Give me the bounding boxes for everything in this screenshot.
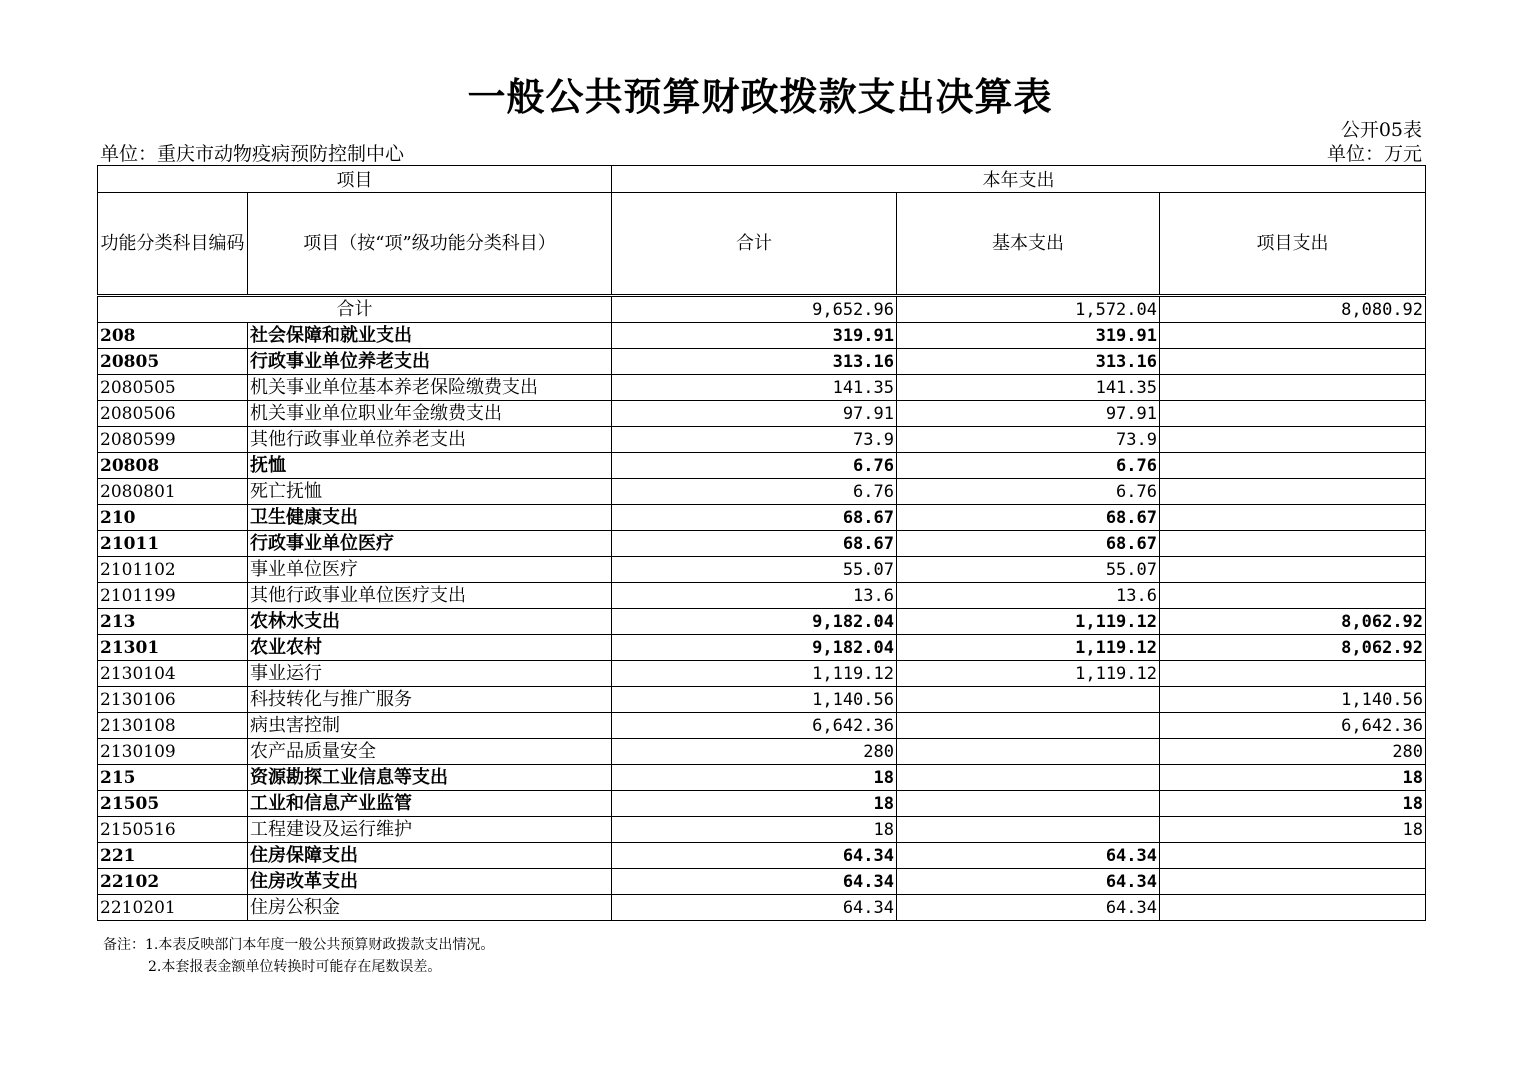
row-basic: 55.07: [897, 557, 1160, 583]
row-name: 住房改革支出: [248, 869, 612, 895]
table-row: [98, 427, 1426, 453]
row-total: 18: [612, 791, 897, 817]
row-project: 6,642.36: [1160, 713, 1426, 739]
row-basic: 64.34: [897, 843, 1160, 869]
row-project: [1160, 531, 1426, 557]
row-basic: 68.67: [897, 505, 1160, 531]
table-row: [98, 791, 1426, 817]
row-project: 1,140.56: [1160, 687, 1426, 713]
row-code: 2130104: [98, 661, 248, 687]
row-total: 97.91: [612, 401, 897, 427]
table-row: [98, 349, 1426, 375]
header-basic: 基本支出: [897, 193, 1160, 295]
row-basic: 13.6: [897, 583, 1160, 609]
row-name: 行政事业单位养老支出: [248, 349, 612, 375]
row-total: 64.34: [612, 843, 897, 869]
row-project: [1160, 505, 1426, 531]
row-total: 313.16: [612, 349, 897, 375]
table-row: [98, 401, 1426, 427]
row-name: 农业农村: [248, 635, 612, 661]
header-project: 项目支出: [1160, 193, 1426, 295]
row-project: [1160, 557, 1426, 583]
page-title: 一般公共预算财政拨款支出决算表: [467, 74, 1053, 119]
row-total: 141.35: [612, 375, 897, 401]
table-row: [98, 583, 1426, 609]
row-project: [1160, 453, 1426, 479]
table-row: [98, 739, 1426, 765]
table-row: [98, 817, 1426, 843]
row-project: [1160, 427, 1426, 453]
row-project: [1160, 349, 1426, 375]
form-number: 公开05表: [1340, 119, 1422, 141]
row-total: 9,182.04: [612, 609, 897, 635]
row-project: [1160, 479, 1426, 505]
table-row: [98, 531, 1426, 557]
header-item: 项目: [98, 166, 612, 193]
header-current-year: 本年支出: [612, 166, 1426, 193]
total-label: 合计: [98, 297, 612, 323]
row-name: 机关事业单位基本养老保险缴费支出: [248, 375, 612, 401]
note-line-1: 备注：1.本表反映部门本年度一般公共预算财政拨款支出情况。: [103, 937, 495, 953]
row-project: [1160, 375, 1426, 401]
table-row: [98, 635, 1426, 661]
row-basic: 1,119.12: [897, 635, 1160, 661]
row-total: 6.76: [612, 453, 897, 479]
row-project: [1160, 869, 1426, 895]
row-code: 2080801: [98, 479, 248, 505]
row-basic: 64.34: [897, 895, 1160, 921]
row-name: 事业单位医疗: [248, 557, 612, 583]
row-code: 2101199: [98, 583, 248, 609]
note-line-2: 2.本套报表金额单位转换时可能存在尾数误差。: [148, 959, 442, 975]
table-row: [98, 869, 1426, 895]
row-total: 55.07: [612, 557, 897, 583]
row-name: 资源勘探工业信息等支出: [248, 765, 612, 791]
row-project: 280: [1160, 739, 1426, 765]
total-row: [98, 297, 1426, 323]
row-project: 8,062.92: [1160, 609, 1426, 635]
row-total: 73.9: [612, 427, 897, 453]
row-basic: 6.76: [897, 453, 1160, 479]
row-name: 卫生健康支出: [248, 505, 612, 531]
table-row: [98, 375, 1426, 401]
row-code: 22102: [98, 869, 248, 895]
table-row: [98, 895, 1426, 921]
row-total: 13.6: [612, 583, 897, 609]
row-name: 农产品质量安全: [248, 739, 612, 765]
row-name: 住房保障支出: [248, 843, 612, 869]
table-row: [98, 557, 1426, 583]
row-basic: [897, 817, 1160, 843]
row-total: 280: [612, 739, 897, 765]
currency-unit: 单位：万元: [1326, 143, 1422, 165]
row-total: 64.34: [612, 895, 897, 921]
table-row: [98, 687, 1426, 713]
table-row: [98, 765, 1426, 791]
row-name: 其他行政事业单位养老支出: [248, 427, 612, 453]
row-basic: [897, 765, 1160, 791]
table-row: [98, 505, 1426, 531]
row-project: [1160, 401, 1426, 427]
row-project: [1160, 583, 1426, 609]
table-row: [98, 713, 1426, 739]
row-code: 210: [98, 505, 248, 531]
row-total: 18: [612, 817, 897, 843]
row-basic: 68.67: [897, 531, 1160, 557]
table-row: [98, 661, 1426, 687]
row-project: 8,062.92: [1160, 635, 1426, 661]
row-total: 6,642.36: [612, 713, 897, 739]
row-project: 18: [1160, 817, 1426, 843]
row-code: 2130108: [98, 713, 248, 739]
row-total: 6.76: [612, 479, 897, 505]
row-code: 2101102: [98, 557, 248, 583]
row-code: 21301: [98, 635, 248, 661]
row-total: 1,119.12: [612, 661, 897, 687]
row-code: 208: [98, 323, 248, 349]
row-basic: 73.9: [897, 427, 1160, 453]
row-name: 病虫害控制: [248, 713, 612, 739]
row-code: 2130106: [98, 687, 248, 713]
header-code: 功能分类科目编码: [98, 193, 248, 295]
row-name: 社会保障和就业支出: [248, 323, 612, 349]
row-code: 213: [98, 609, 248, 635]
table-row: [98, 323, 1426, 349]
total-basic: 1,572.04: [897, 297, 1160, 323]
header-name: 项目（按“项”级功能分类科目）: [248, 193, 612, 295]
row-project: [1160, 323, 1426, 349]
row-code: 221: [98, 843, 248, 869]
row-code: 20808: [98, 453, 248, 479]
row-total: 319.91: [612, 323, 897, 349]
row-basic: [897, 739, 1160, 765]
row-project: 18: [1160, 791, 1426, 817]
row-basic: 1,119.12: [897, 609, 1160, 635]
row-code: 2080505: [98, 375, 248, 401]
row-total: 68.67: [612, 505, 897, 531]
row-name: 住房公积金: [248, 895, 612, 921]
row-name: 工业和信息产业监管: [248, 791, 612, 817]
row-name: 行政事业单位医疗: [248, 531, 612, 557]
header-total: 合计: [612, 193, 897, 295]
table-row: [98, 479, 1426, 505]
row-code: 215: [98, 765, 248, 791]
row-basic: [897, 713, 1160, 739]
table-row: [98, 843, 1426, 869]
row-name: 死亡抚恤: [248, 479, 612, 505]
row-basic: 141.35: [897, 375, 1160, 401]
row-basic: 97.91: [897, 401, 1160, 427]
row-total: 68.67: [612, 531, 897, 557]
row-name: 抚恤: [248, 453, 612, 479]
row-basic: 319.91: [897, 323, 1160, 349]
row-name: 机关事业单位职业年金缴费支出: [248, 401, 612, 427]
row-code: 21505: [98, 791, 248, 817]
row-name: 工程建设及运行维护: [248, 817, 612, 843]
organization-unit: 单位：重庆市动物疫病预防控制中心: [100, 143, 405, 165]
row-code: 2130109: [98, 739, 248, 765]
row-code: 2150516: [98, 817, 248, 843]
row-basic: [897, 687, 1160, 713]
total-amount: 9,652.96: [612, 297, 897, 323]
total-project: 8,080.92: [1160, 297, 1426, 323]
row-total: 9,182.04: [612, 635, 897, 661]
row-basic: 313.16: [897, 349, 1160, 375]
row-total: 18: [612, 765, 897, 791]
row-total: 64.34: [612, 869, 897, 895]
row-name: 科技转化与推广服务: [248, 687, 612, 713]
row-project: [1160, 895, 1426, 921]
row-basic: 1,119.12: [897, 661, 1160, 687]
row-project: [1160, 661, 1426, 687]
row-basic: [897, 791, 1160, 817]
row-basic: 6.76: [897, 479, 1160, 505]
row-code: 20805: [98, 349, 248, 375]
row-project: 18: [1160, 765, 1426, 791]
row-basic: 64.34: [897, 869, 1160, 895]
row-project: [1160, 843, 1426, 869]
row-name: 事业运行: [248, 661, 612, 687]
row-name: 其他行政事业单位医疗支出: [248, 583, 612, 609]
table-row: [98, 453, 1426, 479]
notes: [103, 934, 494, 978]
row-code: 21011: [98, 531, 248, 557]
expenditure-table: [97, 165, 1426, 921]
row-code: 2080506: [98, 401, 248, 427]
row-total: 1,140.56: [612, 687, 897, 713]
row-name: 农林水支出: [248, 609, 612, 635]
row-code: 2210201: [98, 895, 248, 921]
row-code: 2080599: [98, 427, 248, 453]
table-row: [98, 609, 1426, 635]
